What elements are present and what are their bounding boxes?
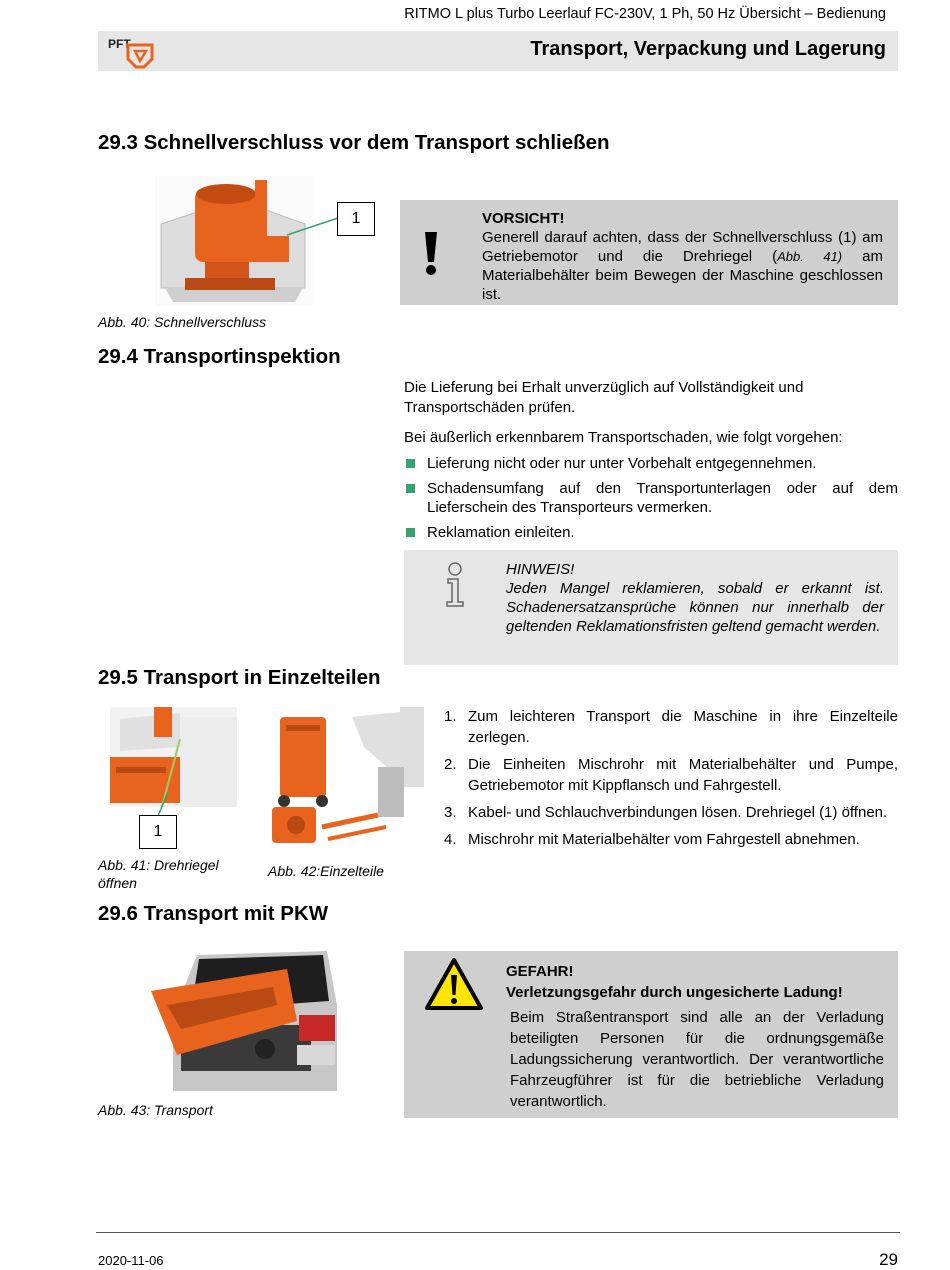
heading-29-3: 29.3 Schnellverschluss vor dem Transport schließen <box>98 131 610 154</box>
caption-abb-40: Abb. 40: Schnellverschluss <box>98 314 267 330</box>
figure-quick-lock-image <box>155 176 313 306</box>
heading-29-5: 29.5 Transport in Einzelteilen <box>98 666 381 689</box>
note-label: HINWEIS! <box>506 561 575 578</box>
callout-leader-line <box>285 215 340 237</box>
caption-abb-42: Abb. 42:Einzelteile <box>268 863 384 879</box>
section-header-bar <box>98 31 898 71</box>
figure-callout-number: 1 <box>139 815 177 849</box>
page-number: 29 <box>879 1250 898 1269</box>
pft-logo <box>106 35 154 69</box>
bullet-square-icon <box>406 528 415 537</box>
list-item: 3. Kabel- und Schlauchverbindungen lösen. Drehriegel (1) öffnen. <box>444 804 888 821</box>
running-title: RITMO L plus Turbo Leerlauf FC-230V, 1 Ph, 50 Hz Übersicht – Bedienung <box>404 6 886 22</box>
list-item: 4. Mischrohr mit Materialbehälter vom Fahrgestell abnehmen. <box>444 831 860 848</box>
caution-content <box>482 209 883 304</box>
figure-components-image <box>268 707 428 853</box>
heading-29-6: 29.6 Transport mit PKW <box>98 902 329 925</box>
figure-car-transport-image <box>147 945 337 1091</box>
caption-abb-43: Abb. 43: Transport <box>98 1102 213 1118</box>
callout-leader-line <box>150 790 170 818</box>
footer-divider <box>96 1232 900 1233</box>
danger-heading <box>506 961 884 1003</box>
danger-box <box>404 951 898 1118</box>
caption-abb-41: Abb. 41: Drehriegel öffnen <box>98 857 219 891</box>
section-title: Transport, Verpackung und Lagerung <box>530 38 886 60</box>
danger-text: Beim Straßentransport sind alle an der Verladung beteiligten Personen für die ordnungsgemäße Ladungssicherung verantwortlich. Der verantwortliche Fahrzeugführer ist für die betriebliche Verladung verantwortlich. <box>510 1009 884 1110</box>
note-text: Jeden Mangel reklamieren, sobald er erkannt ist. Schadenersatzansprüche können nur innerhalb der geltenden Reklamationsfristen geltend gemacht werden. <box>506 580 884 635</box>
caution-label: VORSICHT! <box>482 210 565 227</box>
figure-reference: Abb. 41) <box>777 249 843 264</box>
list-item: 2. Die Einheiten Mischrohr mit Materialbehälter und Pumpe, Getriebemotor mit Kippflansch und Fahrgestell. <box>444 756 898 794</box>
disassembly-steps-list <box>444 706 898 856</box>
danger-subtitle: Verletzungsgefahr durch ungesicherte Ladung! <box>506 984 843 1001</box>
inspection-paragraph-1: Die Lieferung bei Erhalt unverzüglich auf Vollständigkeit und Transportschäden prüfen. <box>404 379 804 416</box>
info-icon <box>442 562 468 608</box>
heading-29-4: 29.4 Transportinspektion <box>98 345 341 368</box>
note-content <box>506 560 884 636</box>
list-item: Reklamation einleiten. <box>404 523 898 542</box>
warning-triangle-icon <box>424 957 484 1011</box>
list-item: Schadensumfang auf den Transportunterlagen oder auf dem Lieferschein des Transporteurs vermerken. <box>404 479 898 517</box>
list-item: 1. Zum leichteren Transport die Maschine in ihre Einzelteile zerlegen. <box>444 708 898 746</box>
figure-callout-number: 1 <box>337 202 375 236</box>
caution-box <box>400 200 898 305</box>
caution-text: Generell darauf achten, dass der Schnellverschluss (1) am Getriebemotor und die Drehriegel (Abb. 41) am Materialbehälter beim Bewegen der Maschine geschlossen ist. <box>482 229 883 303</box>
exclamation-icon <box>422 232 440 276</box>
footer-date: 2020-11-06 <box>98 1253 164 1268</box>
list-item: Lieferung nicht oder nur unter Vorbehalt entgegennehmen. <box>404 454 898 473</box>
logo-text: PFT <box>108 37 131 51</box>
figure-twist-lock-image <box>110 707 237 807</box>
danger-label: GEFAHR! <box>506 963 574 980</box>
bullet-square-icon <box>406 459 415 468</box>
inspection-paragraph-2: Bei äußerlich erkennbarem Transportschaden, wie folgt vorgehen: <box>404 429 843 446</box>
inspection-bullet-list <box>404 454 898 548</box>
note-box <box>404 550 898 665</box>
bullet-square-icon <box>406 484 415 493</box>
